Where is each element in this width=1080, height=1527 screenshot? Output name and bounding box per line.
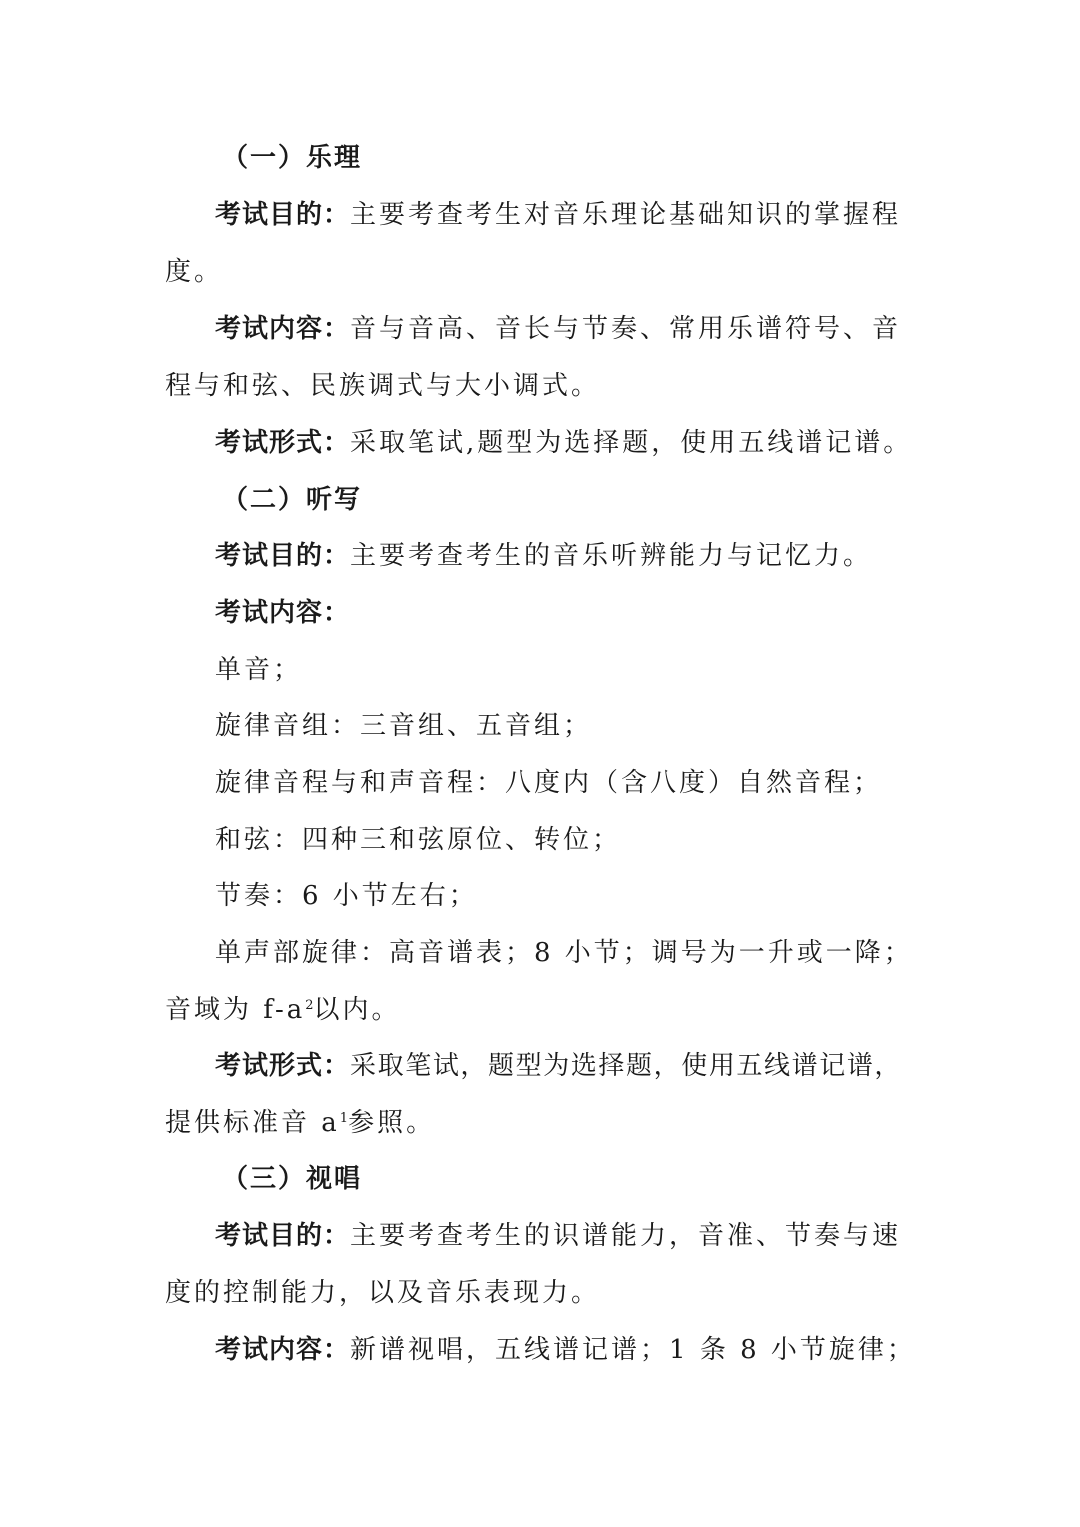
form-superscript: 1 <box>339 1111 349 1126</box>
dictation-form-line <box>215 1046 925 1086</box>
content-text: 新谱视唱，五线谱记谱；1 条 8 小节旋律； <box>350 1335 916 1365</box>
sight-singing-purpose-line <box>215 1216 925 1256</box>
range-text: 音域为 f-a <box>165 995 306 1025</box>
dictation-item-melodic-groups: 旋律音组：三音组、五音组； <box>215 711 593 741</box>
purpose-label: 考试目的： <box>215 541 351 571</box>
section-heading-music-theory: （一）乐理 <box>222 143 363 173</box>
form-text: 采取笔试，题型为选择题，使用五线谱记谱， <box>350 1051 903 1081</box>
dictation-range-line <box>165 990 925 1030</box>
purpose-label: 考试目的： <box>215 200 351 230</box>
section-heading-dictation: （二）听写 <box>222 485 363 515</box>
dictation-item-intervals: 旋律音程与和声音程：八度内（含八度）自然音程； <box>215 768 883 798</box>
music-theory-purpose-line <box>215 195 925 235</box>
form-text: 采取笔试,题型为选择题，使用五线谱记谱。 <box>350 428 913 458</box>
dictation-item-rhythm: 节奏：6 小节左右； <box>215 881 478 911</box>
range-text-end: 以内。 <box>313 995 401 1025</box>
form-label: 考试形式： <box>215 1051 351 1081</box>
purpose-text: 主要考查考生的识谱能力，音准、节奏与速 <box>350 1221 902 1251</box>
form-text-end: 参照。 <box>348 1108 436 1138</box>
music-theory-content-continued: 程与和弦、民族调式与大小调式。 <box>165 371 601 401</box>
dictation-item-melody: 单声部旋律：高音谱表；8 小节；调号为一升或一降； <box>215 938 913 968</box>
dictation-item-single-note: 单音； <box>215 655 303 685</box>
purpose-text: 主要考查考生的音乐听辨能力与记忆力。 <box>350 541 873 571</box>
dictation-content-label: 考试内容： <box>215 598 351 628</box>
section-heading-sight-singing: （三）视唱 <box>222 1164 363 1194</box>
form-text-cont: 提供标准音 a <box>165 1108 340 1138</box>
purpose-label: 考试目的： <box>215 1221 351 1251</box>
content-label: 考试内容： <box>215 1335 351 1365</box>
music-theory-form-line <box>215 423 925 463</box>
music-theory-content-line <box>215 309 925 349</box>
range-superscript: 2 <box>305 998 314 1013</box>
content-text: 音与音高、音长与节奏、常用乐谱符号、音 <box>350 314 902 344</box>
purpose-text: 主要考查考生对音乐理论基础知识的掌握程 <box>350 200 902 230</box>
content-label: 考试内容： <box>215 314 351 344</box>
dictation-form-continued <box>165 1103 925 1143</box>
dictation-item-chords: 和弦：四种三和弦原位、转位； <box>215 825 622 855</box>
dictation-purpose-line <box>215 536 925 576</box>
music-theory-purpose-continued: 度。 <box>165 257 224 287</box>
form-label: 考试形式： <box>215 428 351 458</box>
sight-singing-purpose-continued: 度的控制能力，以及音乐表现力。 <box>165 1278 601 1308</box>
sight-singing-content-line <box>215 1330 925 1370</box>
